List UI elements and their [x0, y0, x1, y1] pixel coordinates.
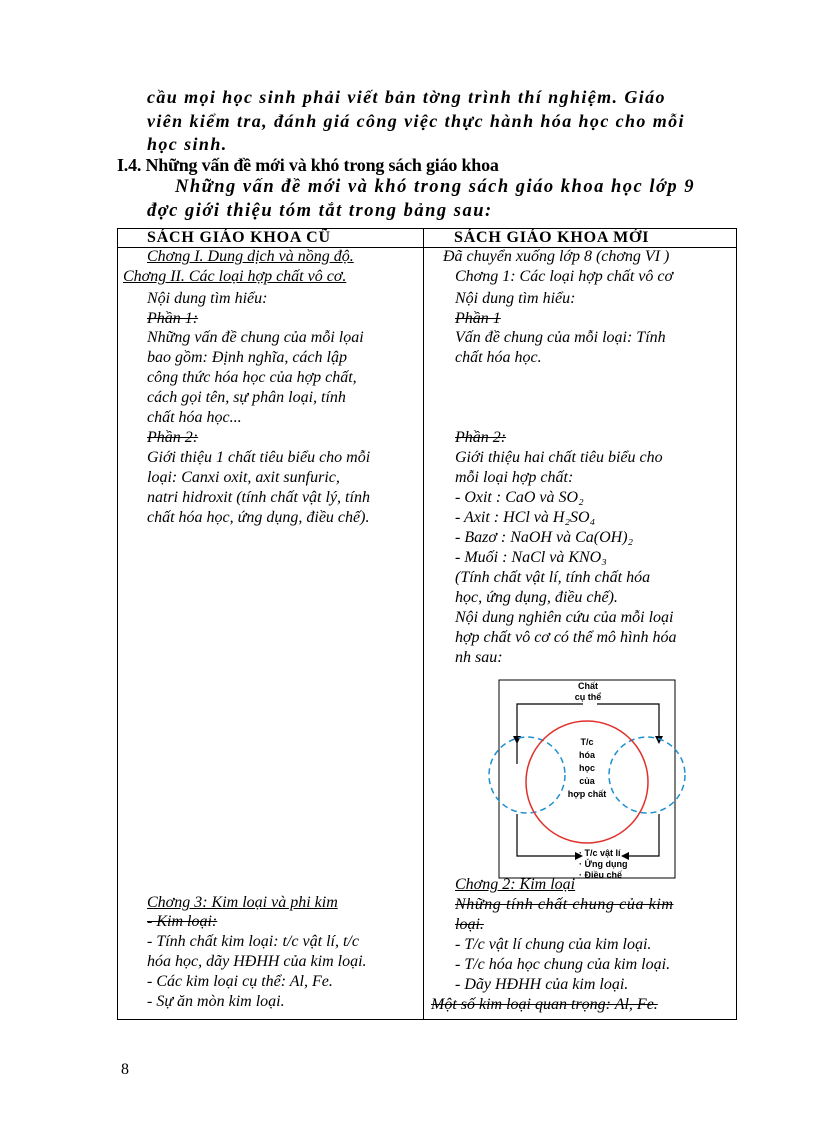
old-part-2-line: Giới thiệu 1 chất tiêu biểu cho mỗi — [147, 449, 371, 466]
new-part-2-label: Phần 2: — [455, 429, 507, 446]
old-part-1-line: chất hóa học... — [147, 409, 242, 426]
old-metals-line: hóa học, dãy HĐHH của kim loại. — [147, 953, 367, 970]
new-research-line: hợp chất vô cơ có thể mô hình hóa — [455, 629, 677, 646]
new-metals-line: - T/c hóa học chung của kim loại. — [455, 956, 671, 973]
old-metals-line: - Các kim loại cụ thể: Al, Fe. — [147, 973, 333, 990]
new-part-2-line: mỗi loại hợp chất: — [455, 469, 574, 486]
new-important-metals: Một số kim loại quan trọng: Al, Fe. — [431, 996, 658, 1013]
old-book-cell — [118, 248, 424, 1020]
new-part-1-line: chất hóa học. — [455, 349, 542, 366]
old-chapter-3: Chơng 3: Kim loại và phi kim — [147, 894, 338, 911]
old-part-1-line: cách gọi tên, sự phân loại, tính — [147, 389, 346, 406]
old-part-2-label: Phần 2: — [147, 429, 199, 446]
new-chapter-2: Chơng 2: Kim loại — [455, 876, 576, 893]
new-ch2-line: loại. — [455, 916, 484, 933]
new-ch2-line: Những tính chất chung của kim — [455, 896, 674, 913]
new-research-line: Nội dung nghiên cứu của mỗi loại — [455, 609, 674, 626]
old-metals-line: - Tính chất kim loại: t/c vật lí, t/c — [147, 933, 359, 950]
new-properties-line: học, ứng dụng, điều chế). — [455, 589, 618, 606]
old-chapter-2: Chơng II. Các loại hợp chất vô cơ. — [123, 268, 347, 285]
new-part-1-label: Phần 1 — [455, 310, 501, 327]
lead-line-1: Những vấn đề mới và khó trong sách giáo khoa học lớp 9 — [175, 177, 696, 197]
new-properties-line: (Tính chất vật lí, tính chất hóa — [455, 569, 651, 586]
old-part-1-line: công thức hóa học của hợp chất, — [147, 369, 357, 386]
new-content-label: Nội dung tìm hiểu: — [455, 290, 576, 307]
new-part-1-line: Vấn đề chung của mỗi loại: Tính — [455, 329, 666, 346]
intro-line-1: cầu mọi học sinh phải viết bản tờng trình thí nghiệm. Giáo — [147, 87, 666, 107]
intro-line-3: học sinh. — [147, 134, 228, 154]
new-axit-line: - Axit : HCl và H₂SO₄ — [455, 509, 596, 526]
compound-model-diagram — [479, 678, 699, 893]
old-metals-line: - Sự ăn mòn kim loại. — [147, 993, 285, 1010]
comparison-table — [117, 228, 737, 1020]
old-part-2-line: loại: Canxi oxit, axit sunfuric, — [147, 469, 340, 486]
old-part-2-line: chất hóa học, ứng dụng, điều chế). — [147, 509, 370, 526]
section-heading: I.4. Những vấn đề mới và khó trong sách giáo khoa — [117, 155, 499, 175]
new-metals-line: - Dãy HĐHH của kim loại. — [455, 976, 629, 993]
new-chapter-1: Chơng 1: Các loại hợp chất vô cơ — [455, 268, 674, 285]
old-metals-label: - Kim loại: — [147, 913, 218, 930]
old-content-label: Nội dung tìm hiểu: — [147, 290, 268, 307]
bottom-line-left — [517, 814, 575, 856]
new-metals-line: - T/c vật lí chung của kim loại. — [455, 936, 652, 953]
diagram-bottom-label: · T/c vật lí · Ứng dụng · Điều chế — [579, 848, 628, 880]
old-part-2-line: natri hidroxit (tính chất vật lý, tính — [147, 489, 370, 506]
old-part-1-label: Phần 1: — [147, 310, 199, 327]
old-part-1-line: bao gồm: Định nghĩa, cách lập — [147, 349, 347, 366]
new-research-line: nh sau: — [455, 649, 503, 666]
old-part-1-line: Những vấn đề chung của mỗi lọai — [147, 329, 364, 346]
diagram-top-label: Chất cụ thể — [574, 681, 602, 702]
lead-line-2: đợc giới thiệu tóm tắt trong bảng sau: — [147, 201, 493, 221]
new-book-cell — [424, 248, 737, 1020]
header-old-book: SÁCH GIÁO KHOA CŨ — [118, 229, 424, 248]
page-number: 8 — [121, 1061, 129, 1078]
intro-line-2: viên kiểm tra, đánh giá công việc thực hành hóa học cho mỗi — [147, 111, 685, 131]
new-muoi-line: - Muối : NaCl và KNO₃ — [455, 549, 607, 566]
old-chapter-1: Chơng I. Dung dịch và nồng độ. — [147, 248, 354, 265]
new-oxit-line: - Oxit : CaO và SO₂ — [455, 489, 584, 506]
new-bazo-line: - Bazơ : NaOH và Ca(OH)₂ — [455, 529, 634, 546]
new-part-2-line: Giới thiệu hai chất tiêu biểu cho — [455, 449, 663, 466]
header-new-book: SÁCH GIÁO KHOA MỚI — [424, 229, 737, 248]
diagram-center-label: T/c hóa học của hợp chất — [567, 737, 607, 799]
new-moved-note: Đã chuyển xuống lớp 8 (chơng VI ) — [443, 248, 670, 265]
